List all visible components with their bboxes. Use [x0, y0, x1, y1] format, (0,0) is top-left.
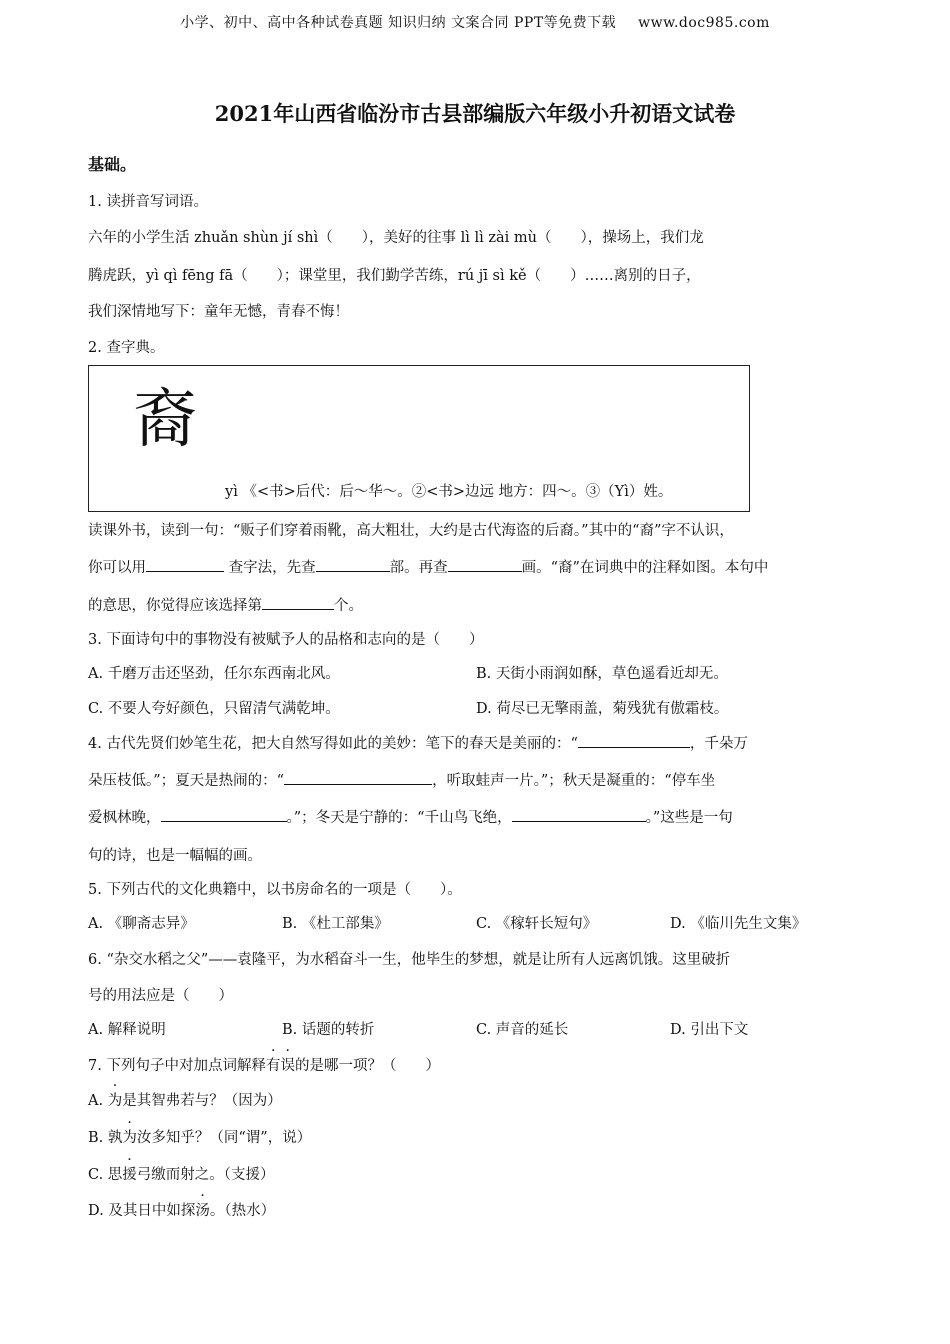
q6-option-a[interactable]: A. 解释说明 — [88, 1022, 166, 1038]
q3-option-b[interactable]: B. 天街小雨润如酥，草色遥看近却无。 — [476, 666, 728, 682]
emphasis-dot-char: 有 — [265, 1058, 281, 1074]
q5-option-a[interactable]: A. 《聊斋志异》 — [88, 916, 195, 932]
q5-option-d[interactable]: D. 《临川先生文集》 — [670, 916, 807, 932]
q6-option-b[interactable]: B. 话题的转折 — [282, 1022, 375, 1038]
emphasis-dot-char: 为 — [107, 1093, 123, 1109]
q3-stem: 3. 下面诗句中的事物没有被赋予人的品格和志向的是（ ） — [88, 632, 484, 648]
q2-stem: 2. 查字典。 — [88, 340, 165, 356]
section-title: 基础。 — [88, 155, 137, 174]
q4-line2: 朵压枝低。”；夏天是热闹的：“ ，听取蛙声一片。”；秋天是凝重的：“停车坐 — [88, 769, 715, 790]
answer-blank[interactable] — [448, 557, 522, 572]
q4-line4: 句的诗，也是一幅幅的画。 — [88, 848, 262, 864]
dictionary-entry-box — [88, 365, 750, 512]
q5-stem: 5. 下列古代的文化典籍中，以书房命名的一项是（ ）。 — [88, 882, 462, 898]
answer-blank[interactable] — [284, 770, 432, 785]
q6-line2: 号的用法应是（ ） — [88, 988, 233, 1004]
q3-option-d[interactable]: D. 荷尽已无擎雨盖，菊残犹有傲霜枝。 — [476, 701, 729, 717]
q3-option-c[interactable]: C. 不要人夸好颜色，只留清气满乾坤。 — [88, 701, 340, 717]
q1-line1: 六年的小学生活 zhuǎn shùn jí shì（ ），美好的往事 lì lì zài mù（ ），操场上，我们龙 — [88, 230, 704, 246]
header-url[interactable]: www.doc985.com — [638, 15, 770, 31]
emphasis-dot-char: 援 — [122, 1167, 137, 1183]
answer-blank[interactable] — [316, 557, 390, 572]
answer-blank[interactable] — [578, 733, 690, 748]
dictionary-character: 裔 — [133, 383, 197, 457]
q4-line1: 4. 古代先贤们妙笔生花，把大自然写得如此的美妙：笔下的春天是美丽的：“ ，千朵万 — [88, 732, 748, 753]
q7-option-c[interactable]: C. 思援弓缴而射之。（支援） — [88, 1163, 275, 1184]
q2-line2: 你可以用 查字法，先查 部。再查 画。“裔”在词典中的注释如图。本句中 — [88, 556, 768, 577]
page-title: 2021年山西省临汾市古县部编版六年级小升初语文试卷 — [214, 101, 736, 126]
header-text: 小学、初中、高中各种试卷真题 知识归纳 文案合同 PPT等免费下载 — [180, 15, 617, 31]
emphasis-dot-char: 汤 — [195, 1203, 210, 1219]
q2-line3: 的意思，你觉得应该选择第 个。 — [88, 594, 363, 615]
q7-option-a[interactable]: A. 为是其智弗若与？（因为） — [88, 1089, 282, 1110]
page-header — [0, 12, 950, 32]
emphasis-dot-char: 误 — [280, 1058, 295, 1074]
answer-blank[interactable] — [512, 807, 646, 822]
answer-blank[interactable] — [262, 595, 334, 610]
answer-blank[interactable] — [146, 557, 224, 572]
q6-option-c[interactable]: C. 声音的延长 — [476, 1022, 569, 1038]
q7-option-b[interactable]: B. 孰为汝多知乎？（同“谓”，说） — [88, 1126, 311, 1147]
q7-stem: 7. 下列句子中对加点词解释有误的是哪一项？（ ） — [88, 1054, 440, 1075]
dictionary-definition: yì 《<书>后代：后～华～。②<书>边远 地方：四～。③（Yì）姓。 — [225, 484, 673, 500]
q5-option-b[interactable]: B. 《杜工部集》 — [282, 916, 389, 932]
emphasis-dot-char: 为 — [122, 1130, 137, 1146]
q3-option-a[interactable]: A. 千磨万击还坚劲，任尔东西南北风。 — [88, 666, 340, 682]
q1-line3: 我们深情地写下：童年无憾，青春不悔！ — [88, 304, 349, 320]
answer-blank[interactable] — [161, 807, 287, 822]
q7-option-d[interactable]: D. 及其日中如探汤。（热水） — [88, 1199, 275, 1220]
q1-stem: 1. 读拼音写词语。 — [88, 194, 208, 210]
q6-option-d[interactable]: D. 引出下文 — [670, 1022, 749, 1038]
q4-line3: 爱枫林晚， 。”；冬天是宁静的：“千山鸟飞绝， 。”这些是一句 — [88, 806, 733, 827]
q2-line1: 读课外书，读到一句：“贩子们穿着雨靴，高大粗壮，大约是古代海盗的后裔。”其中的“裔”字不认识， — [88, 523, 734, 539]
q1-line2: 腾虎跃，yì qì fēng fā（ ）；课堂里，我们勤学苦练，rú jī sì kě（ ）……离别的日子， — [88, 268, 701, 284]
q5-option-c[interactable]: C. 《稼轩长短句》 — [476, 916, 598, 932]
q6-line1: 6. “杂交水稻之父”——袁隆平，为水稻奋斗一生，他毕生的梦想，就是让所有人远离饥饿。这里破折 — [88, 952, 731, 968]
